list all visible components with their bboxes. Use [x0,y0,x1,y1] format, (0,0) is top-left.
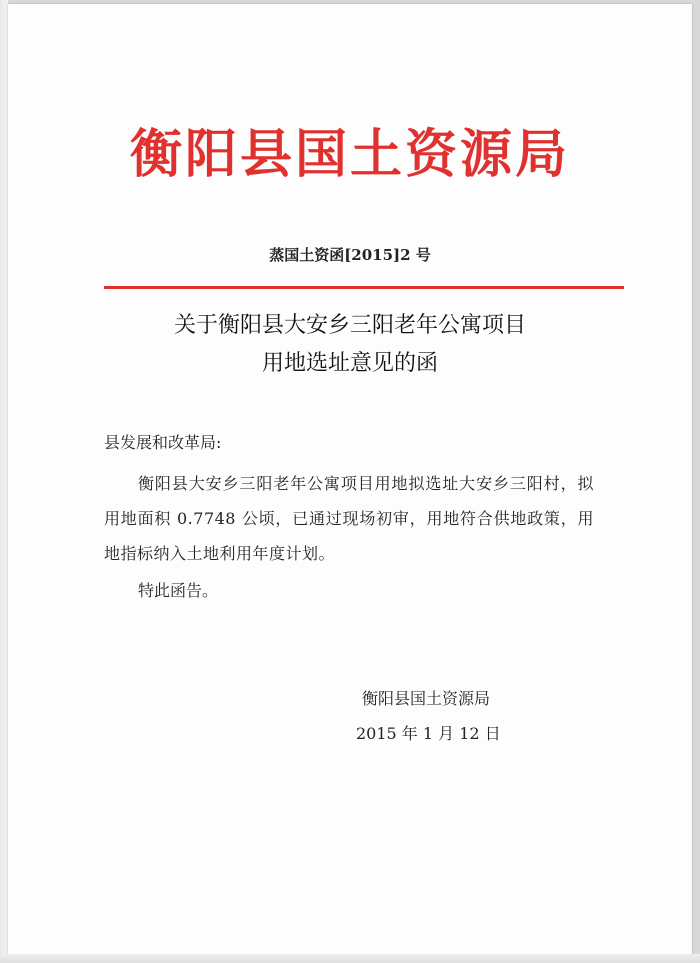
page-bottom-edge [0,954,700,963]
signature-org: 衡阳县国土资源局 [362,689,491,708]
recipient: 县发展和改革局: [104,433,222,452]
title-line-1: 关于衡阳县大安乡三阳老年公寓项目 [173,313,526,338]
letter-title [100,307,600,383]
org-header: 衡阳县国土资源局 [129,124,570,185]
red-divider-line [104,286,624,289]
title-line-2: 用地选址意见的函 [261,351,438,376]
signature-date: 2015 年 1 月 12 日 [356,724,501,743]
document-number: 蒸国土资函[2015]2 号 [269,246,431,264]
letter-closing: 特此函告。 [138,581,219,600]
letter-body: 衡阳县大安乡三阳老年公寓项目用地拟选址大安乡三阳村，拟用地面积 0.7748 公顷，已通过现场初审，用地符合供地政策，用地指标纳入土地利用年度计划。 [104,474,594,563]
